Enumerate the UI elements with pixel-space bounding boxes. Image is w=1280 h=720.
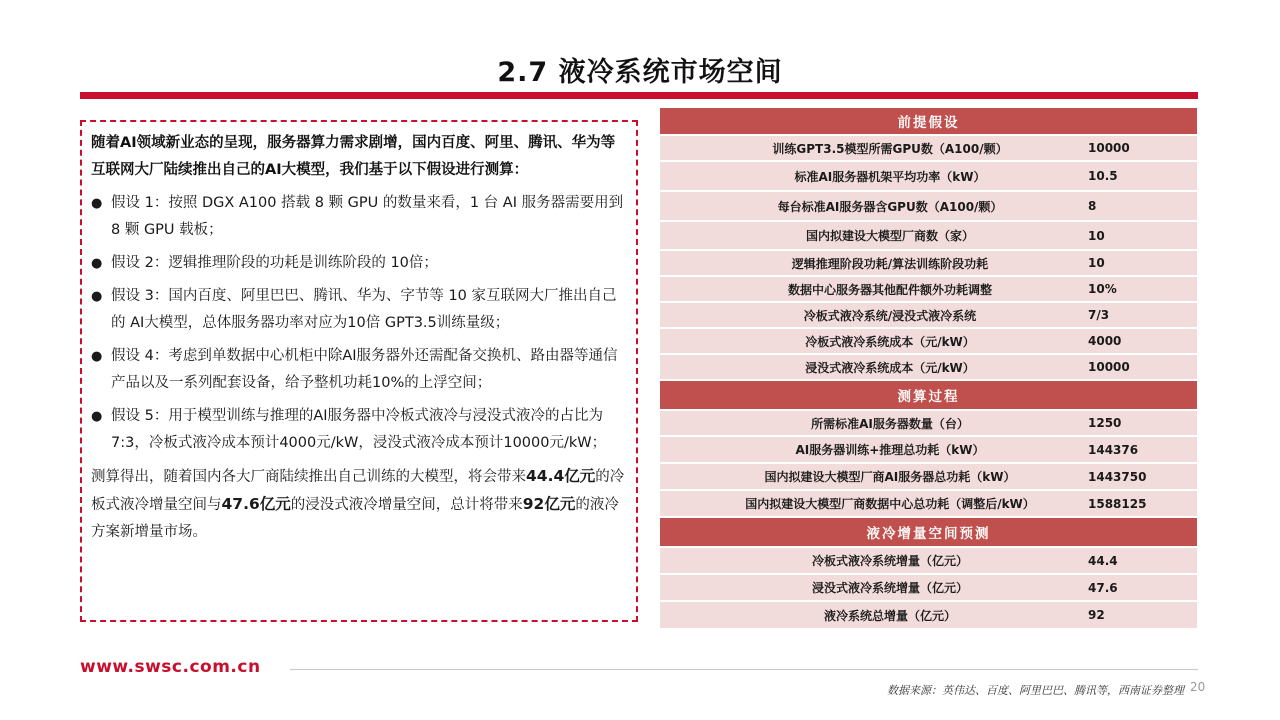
row-value: 10000 [1080, 354, 1197, 380]
assumption-item [91, 190, 627, 244]
row-value: 10% [1080, 276, 1197, 302]
row-label: 浸没式液冷系统增量（亿元） [660, 574, 1080, 601]
assumption-item [91, 403, 627, 457]
table-row [660, 161, 1197, 191]
row-label: 标准AI服务器机架平均功率（kW） [660, 161, 1080, 191]
row-value: 10 [1080, 221, 1197, 250]
assumption-text: 假设 4：考虑到单数据中心机柜中除AI服务器外还需配备交换机、路由器等通信产品以及一系列配套设备，给予整机功耗10%的上浮空间； [111, 348, 618, 391]
row-label: AI服务器训练+推理总功耗（kW） [660, 436, 1080, 463]
table-row [660, 490, 1197, 517]
intro-paragraph: 随着AI领域新业态的呈现，服务器算力需求剧增，国内百度、阿里、腾讯、华为等互联网大厂陆续推出自己的AI大模型，我们基于以下假设进行测算： [91, 135, 616, 178]
table-row [660, 547, 1197, 574]
bullet-icon: ● [91, 349, 103, 364]
row-value: 7/3 [1080, 302, 1197, 328]
conclusion-text: 测算得出，随着国内各大厂商陆续推出自己训练的大模型，将会带来 [91, 469, 526, 485]
table-row [660, 436, 1197, 463]
table-row [660, 221, 1197, 250]
table-row [660, 574, 1197, 601]
row-value: 47.6 [1080, 574, 1197, 601]
conclusion-text: 的浸没式液冷增量空间，总计将带来 [290, 497, 523, 513]
table-row [660, 135, 1197, 161]
calculation-table [660, 108, 1197, 630]
data-source-note: 数据来源：英伟达、百度、阿里巴巴、腾讯等，西南证券整理 [887, 684, 1184, 697]
row-value: 10 [1080, 250, 1197, 276]
assumption-item [91, 283, 627, 337]
assumption-text: 假设 1：按照 DGX A100 搭载 8 颗 GPU 的数量来看，1 台 AI 服务器需要用到 8 颗 GPU 载板； [111, 195, 624, 238]
row-label: 冷板式液冷系统成本（元/kW） [660, 328, 1080, 354]
table-row [660, 354, 1197, 380]
row-value: 144376 [1080, 436, 1197, 463]
row-label: 数据中心服务器其他配件额外功耗调整 [660, 276, 1080, 302]
row-value: 1588125 [1080, 490, 1197, 517]
assumption-text: 假设 5：用于模型训练与推理的AI服务器中冷板式液冷与浸没式液冷的占比为7:3，冷板式液冷成本预计4000元/kW，浸没式液冷成本预计10000元/kW； [111, 408, 607, 451]
table-row [660, 191, 1197, 221]
table-row [660, 328, 1197, 354]
conclusion-highlight: 47.6亿元 [221, 495, 291, 513]
table-section-header [660, 517, 1197, 547]
bullet-icon: ● [91, 256, 103, 271]
row-value: 10.5 [1080, 161, 1197, 191]
row-label: 冷板式液冷系统/浸没式液冷系统 [660, 302, 1080, 328]
row-value: 44.4 [1080, 547, 1197, 574]
table-section-header [660, 108, 1197, 135]
conclusion-text: 的液冷方案新增量市场。 [91, 497, 619, 540]
assumption-text: 假设 3：国内百度、阿里巴巴、腾讯、华为、字节等 10 家互联网大厂推出自己的 AI大模型，总体服务器功率对应为10倍 GPT3.5训练量级； [111, 288, 617, 331]
assumption-text: 假设 2：逻辑推理阶段的功耗是训练阶段的 10倍； [111, 255, 438, 271]
conclusion-text: 的冷板式液冷增量空间与 [91, 469, 625, 513]
row-label: 国内拟建设大模型厂商数据中心总功耗（调整后/kW） [660, 490, 1080, 517]
website-link[interactable]: www.swsc.com.cn [80, 657, 261, 677]
row-label: 逻辑推理阶段功耗/算法训练阶段功耗 [660, 250, 1080, 276]
row-value: 4000 [1080, 328, 1197, 354]
table-row [660, 250, 1197, 276]
row-label: 液冷系统总增量（亿元） [660, 601, 1080, 629]
table-section-header [660, 380, 1197, 410]
section-title: 测算过程 [660, 380, 1197, 410]
table-row [660, 601, 1197, 629]
row-value: 10000 [1080, 135, 1197, 161]
row-value: 8 [1080, 191, 1197, 221]
bullet-icon: ● [91, 196, 103, 211]
bullet-icon: ● [91, 289, 103, 304]
row-label: 所需标准AI服务器数量（台） [660, 410, 1080, 436]
table-row [660, 463, 1197, 490]
conclusion-highlight: 44.4亿元 [526, 467, 596, 485]
assumption-item [91, 343, 627, 397]
row-value: 92 [1080, 601, 1197, 629]
table-row [660, 302, 1197, 328]
row-label: 国内拟建设大模型厂商AI服务器总功耗（kW） [660, 463, 1080, 490]
table-row [660, 410, 1197, 436]
table-row [660, 276, 1197, 302]
section-title: 前提假设 [660, 108, 1197, 135]
assumption-item [91, 250, 627, 277]
section-title: 液冷增量空间预测 [660, 517, 1197, 547]
bullet-icon: ● [91, 409, 103, 424]
row-label: 训练GPT3.5模型所需GPU数（A100/颗） [660, 135, 1080, 161]
row-label: 每台标准AI服务器含GPU数（A100/颗） [660, 191, 1080, 221]
page-title: 2.7 液冷系统市场空间 [497, 57, 783, 88]
row-value: 1250 [1080, 410, 1197, 436]
conclusion-paragraph [91, 463, 627, 546]
row-label: 浸没式液冷系统成本（元/kW） [660, 354, 1080, 380]
row-value: 1443750 [1080, 463, 1197, 490]
title-divider [80, 92, 1198, 99]
footer-divider [290, 669, 1198, 670]
page-number: 20 [1190, 680, 1206, 694]
row-label: 冷板式液冷系统增量（亿元） [660, 547, 1080, 574]
assumptions-box [80, 120, 638, 622]
row-label: 国内拟建设大模型厂商数（家） [660, 221, 1080, 250]
conclusion-highlight: 92亿元 [522, 495, 576, 513]
